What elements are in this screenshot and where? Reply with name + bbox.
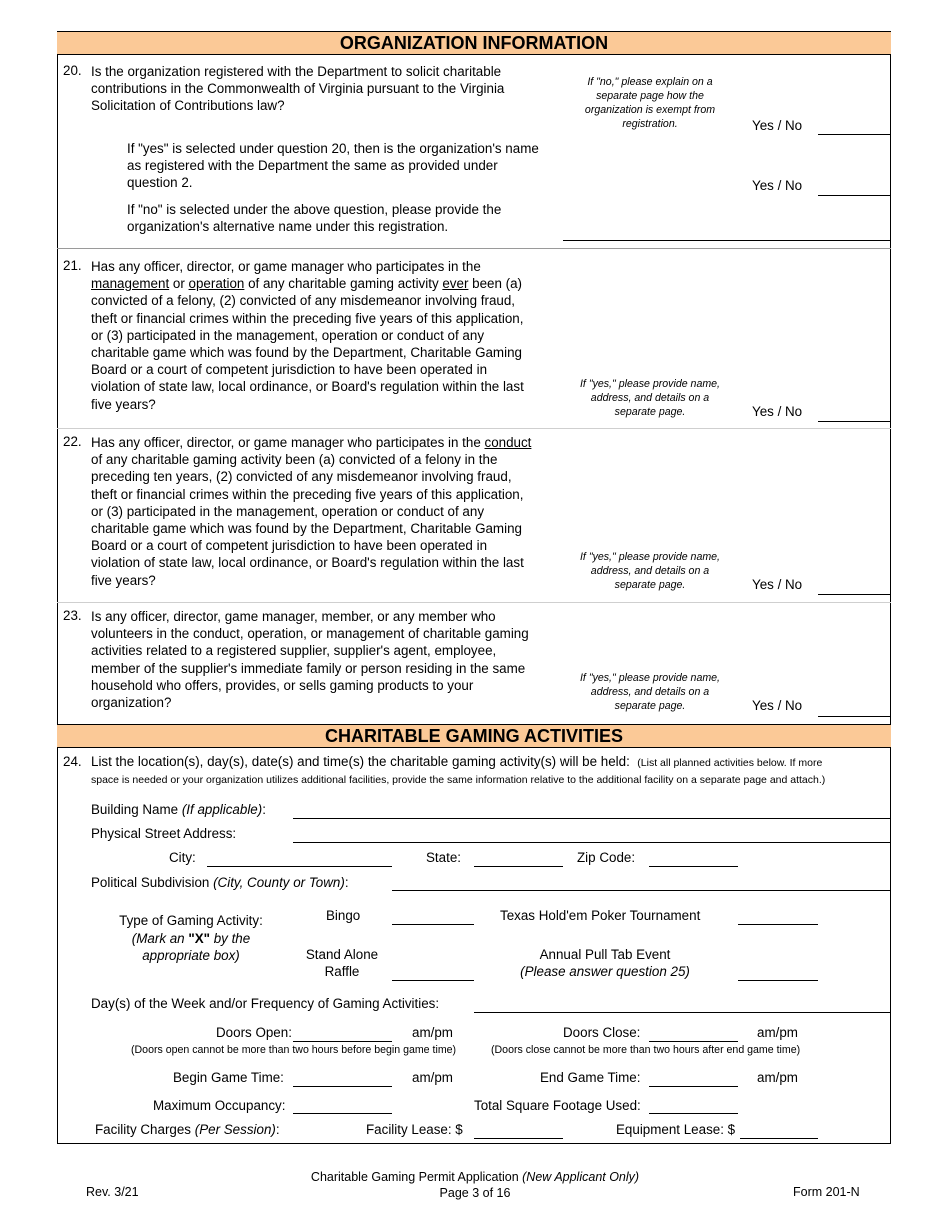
texas-holdem-checkbox[interactable]	[738, 924, 818, 925]
q24-number: 24.	[63, 754, 82, 769]
max-occupancy-field[interactable]	[293, 1113, 392, 1114]
q23-answer-field[interactable]	[818, 716, 891, 717]
gaming-type-label: Type of Gaming Activity: (Mark an "X" by the appropriate box)	[119, 913, 263, 963]
q20-yesno: Yes / No	[752, 118, 803, 133]
q21-note: If "yes," please provide name, address, and details on a separate page.	[579, 378, 720, 418]
equipment-lease-label: Equipment Lease: $	[616, 1122, 736, 1137]
days-frequency-label: Day(s) of the Week and/or Frequency of Gaming Activities:	[91, 996, 440, 1011]
q20-answer-field[interactable]	[818, 134, 891, 135]
street-address-label: Physical Street Address:	[91, 826, 237, 841]
q22-text: Has any officer, director, or game manager who participates in the conduct of any charitable gaming activity been (a) convicted of a felony in the preceding ten years, (2) convicted of any misdemeanor involving fraud, theft or financial crimes within the preceding five years of this application, or (3) participated in the management, operation or conduct of any charitable game which was found by the Department, Charitable Gaming Board or a court of competent jurisdiction to have been operated in violation of state law, local ordinance, or Board's regulation within the last five years?	[91, 435, 532, 588]
q20-alt-name-field[interactable]	[563, 240, 891, 241]
q22-number: 22.	[63, 434, 82, 449]
q20-text: Is the organization registered with the Department to solicit charitable contributions in the Commonwealth of Virginia pursuant to the Virginia Solicitation of Contributions law?	[91, 64, 505, 114]
state-field[interactable]	[474, 866, 563, 867]
facility-lease-field[interactable]	[474, 1138, 563, 1139]
facility-lease-label: Facility Lease: $	[366, 1122, 463, 1137]
begin-game-label: Begin Game Time:	[173, 1070, 284, 1085]
q20-sub2-text: If "no" is selected under the above question, please provide the organization's alternative name under this registration.	[127, 202, 502, 235]
divider	[57, 602, 891, 603]
stand-alone-raffle-label: Stand Alone Raffle	[305, 947, 379, 979]
bingo-checkbox[interactable]	[392, 924, 474, 925]
building-name-field[interactable]	[293, 818, 891, 819]
begin-game-field[interactable]	[293, 1086, 392, 1087]
q24-text: List the location(s), day(s), date(s) and time(s) the charitable gaming activity(s) will be held: (List all planned activities below. If more space is needed or your organization utilizes additional facilities, provide the same information relative to the additional facility on a separate page and attach.)	[91, 754, 826, 786]
section-header-organization: ORGANIZATION INFORMATION	[57, 31, 891, 55]
footer-revision: Rev. 3/21	[86, 1185, 139, 1199]
pull-tab-checkbox[interactable]	[738, 980, 818, 981]
q20-note: If "no," please explain on a separate page how the organization is exempt from registration.	[584, 76, 716, 130]
max-occupancy-label: Maximum Occupancy:	[153, 1098, 286, 1113]
bingo-label: Bingo	[326, 908, 361, 923]
q21-text: Has any officer, director, or game manager who participates in the management or operation of any charitable gaming activity ever been (a) convicted of a felony, (2) convicted of any misdemeanor involving fraud, theft or financial crimes within the preceding five years of this application, or (3) participated in the management, operation or conduct of any charitable game which was found by the Department, Charitable Gaming Board or a court of competent jurisdiction to have been operated in violation of state law, local ordinance, or Board's regulation within the last five years?	[91, 259, 524, 412]
city-label: City:	[169, 850, 196, 865]
doors-open-field[interactable]	[293, 1041, 392, 1042]
divider	[57, 428, 891, 429]
q20-number: 20.	[63, 63, 82, 78]
q20-sub1-yesno: Yes / No	[752, 178, 803, 193]
q21-number: 21.	[63, 258, 82, 273]
q23-text: Is any officer, director, game manager, member, or any member who volunteers in the conduct, operation, or management of charitable gaming activities related to a registered supplier, supplier's agent, employee, member of the supplier's immediate family or person residing in the same household who offers, provides, or sells gaming products to your organization?	[91, 609, 529, 711]
city-field[interactable]	[207, 866, 392, 867]
end-game-field[interactable]	[649, 1086, 738, 1087]
days-frequency-field[interactable]	[474, 1012, 891, 1013]
raffle-checkbox[interactable]	[392, 980, 474, 981]
footer-page-number: Page 3 of 16	[439, 1186, 511, 1200]
doors-close-field[interactable]	[649, 1041, 738, 1042]
q23-note: If "yes," please provide name, address, and details on a separate page.	[579, 672, 720, 712]
section-header-gaming-activities: CHARITABLE GAMING ACTIVITIES	[57, 724, 891, 748]
q23-number: 23.	[63, 608, 82, 623]
footer-form-number: Form 201-N	[793, 1185, 860, 1199]
q20-sub1-text: If "yes" is selected under question 20, then is the organization's name as registered with the Department the same as provided under question 2.	[127, 141, 539, 191]
q22-answer-field[interactable]	[818, 594, 891, 595]
building-name-label: Building Name (If applicable):	[91, 802, 266, 817]
q21-answer-field[interactable]	[818, 421, 891, 422]
equipment-lease-field[interactable]	[740, 1138, 818, 1139]
q20-sub1-answer-field[interactable]	[818, 195, 891, 196]
street-address-field[interactable]	[293, 842, 891, 843]
texas-holdem-label: Texas Hold'em Poker Tournament	[500, 908, 701, 923]
doors-open-label: Doors Open:	[216, 1025, 292, 1040]
end-game-label: End Game Time:	[540, 1070, 641, 1085]
state-label: State:	[426, 850, 461, 865]
doors-open-ampm: am/pm	[412, 1025, 453, 1040]
pull-tab-label: Annual Pull Tab Event (Please answer question 25)	[520, 947, 690, 979]
footer-title: Charitable Gaming Permit Application (New Applicant Only) Page 3 of 16	[275, 1169, 675, 1201]
doors-close-ampm: am/pm	[757, 1025, 798, 1040]
q22-yesno: Yes / No	[752, 577, 803, 592]
end-game-ampm: am/pm	[757, 1070, 798, 1085]
facility-charges-label: Facility Charges (Per Session):	[95, 1122, 280, 1137]
square-footage-field[interactable]	[649, 1113, 738, 1114]
doors-close-note: (Doors close cannot be more than two hours after end game time)	[491, 1044, 801, 1056]
doors-close-label: Doors Close:	[563, 1025, 641, 1040]
q23-yesno: Yes / No	[752, 698, 803, 713]
q21-yesno: Yes / No	[752, 404, 803, 419]
political-subdivision-field[interactable]	[392, 890, 891, 891]
q22-note: If "yes," please provide name, address, and details on a separate page.	[579, 551, 720, 591]
zip-field[interactable]	[649, 866, 738, 867]
divider	[57, 248, 891, 249]
begin-game-ampm: am/pm	[412, 1070, 453, 1085]
zip-label: Zip Code:	[577, 850, 636, 865]
political-subdivision-label: Political Subdivision (City, County or Town):	[91, 875, 349, 890]
doors-open-note: (Doors open cannot be more than two hours before begin game time)	[131, 1044, 457, 1056]
square-footage-label: Total Square Footage Used:	[474, 1098, 641, 1113]
